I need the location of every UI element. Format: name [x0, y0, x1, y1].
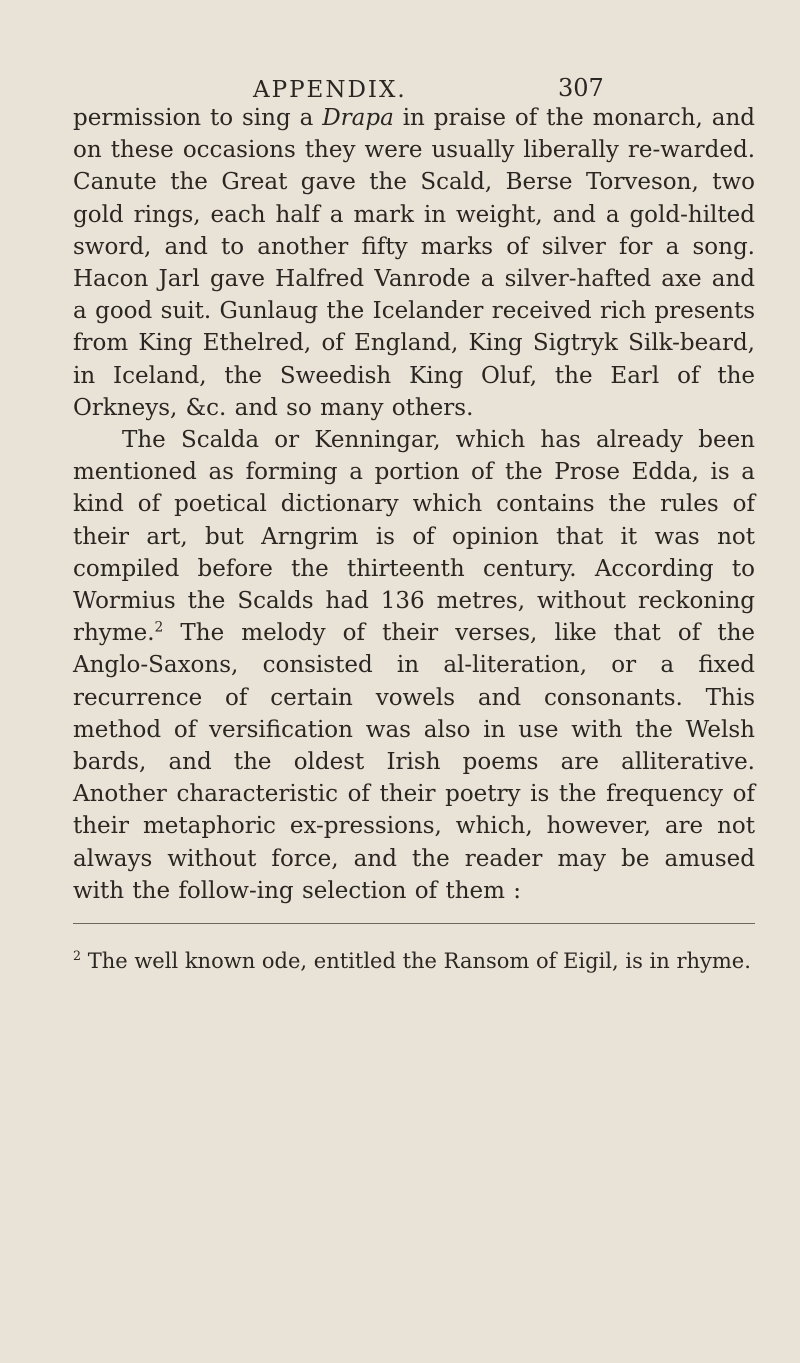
- footnote-text: The well known ode, entitled the Ransom of Eigil, is in rhyme.: [81, 949, 751, 974]
- footnote-marker: 2: [73, 948, 82, 964]
- paragraph-1-rest: in praise of the monarch, and on these occasions they were usually liberally re-warded. Canute the Great gave the Scald, Berse Torveson, two gold rings, each half a mark in weight, and a gold-hilted sword, and to another fifty marks of silver for a song. Hacon Jarl gave Halfred Vanrode a silver-hafted axe and a good suit. Gunlaug the Icelander received rich presents from King Ethelred, of England, King Sigtryk Silk-beard, in Iceland, the Sweedish King Oluf, the Earl of the Orkneys, &c. and so many others.: [73, 105, 755, 421]
- paragraph-1: [73, 102, 755, 424]
- paragraph-1-start: permission to sing a: [73, 105, 323, 131]
- body-text: [73, 102, 755, 907]
- page-number: 307: [558, 74, 604, 102]
- footnote: [73, 946, 755, 976]
- running-head: APPENDIX.: [253, 77, 407, 103]
- italic-term-drapa: Drapa: [322, 105, 394, 131]
- page-header: [73, 0, 755, 102]
- paragraph-2: [73, 424, 755, 907]
- footnote-reference: 2: [154, 619, 164, 636]
- paragraph-2-rest: The melody of their verses, like that of the Anglo-Saxons, consisted in al-literation, or a fixed recurrence of certain vowels and consonants. This method of versification was also in use with the Welsh bards, and the oldest Irish poems are alliterative. Another characteristic of their poetry is the frequency of their metaphoric ex-pressions, which, however, are not always without force, and the reader may be amused with the follow-ing selection of them :: [73, 620, 755, 904]
- footnote-rule: [73, 923, 755, 924]
- paragraph-2-start: The Scalda or Kenningar, which has already been mentioned as forming a portion of the Prose Edda, is a kind of poetical dictionary which contains the rules of their art, but Arngrim is of opinion that it was not compiled before the thirteenth century. According to Wormius the Scalds had 136 metres, without reckoning rhyme.: [73, 427, 755, 647]
